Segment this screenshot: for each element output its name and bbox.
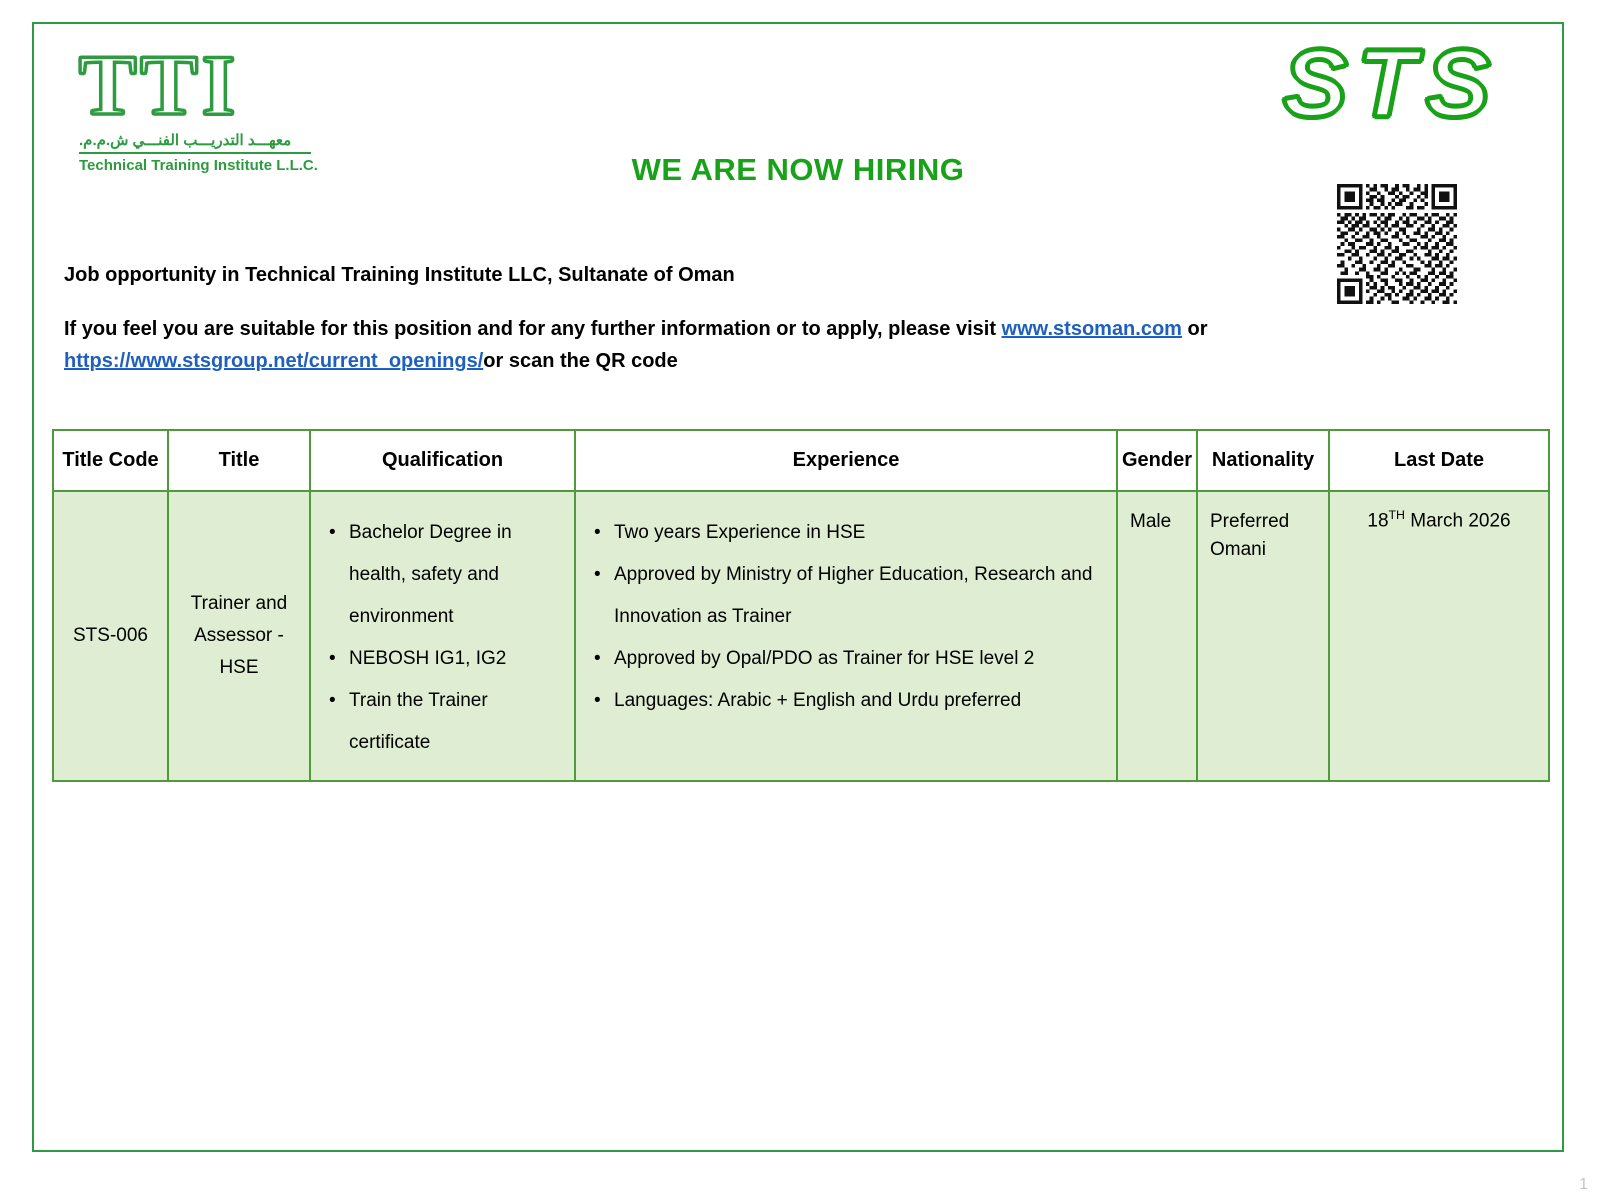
- stsoman-link[interactable]: www.stsoman.com: [1001, 318, 1182, 340]
- vacancy-table-wrapper: [52, 429, 1548, 782]
- tti-logo-letters: TTI: [79, 37, 240, 133]
- cell-gender: Male: [1117, 491, 1197, 781]
- apply-text-part3: or scan the QR code: [483, 350, 678, 372]
- document-header: [34, 24, 1562, 199]
- cell-title-code: STS-006: [53, 491, 168, 781]
- experience-list: [588, 512, 1104, 722]
- header-nationality: Nationality: [1197, 430, 1329, 491]
- header-title: Title: [168, 430, 310, 491]
- table-header-row: [53, 430, 1549, 491]
- list-item: • Languages: Arabic + English and Urdu preferred: [614, 680, 1104, 722]
- cell-qualification: [310, 491, 575, 781]
- last-date-suffix: TH: [1388, 508, 1405, 522]
- last-date-rest: March 2026: [1404, 510, 1511, 532]
- qualification-list: [323, 512, 562, 764]
- list-item: • Approved by Opal/PDO as Trainer for HSE level 2: [614, 638, 1104, 680]
- header-experience: Experience: [575, 430, 1117, 491]
- job-opportunity-text: Job opportunity in Technical Training Institute LLC, Sultanate of Oman: [64, 264, 735, 286]
- current-openings-link[interactable]: https://www.stsgroup.net/current_openings/: [64, 350, 484, 372]
- intro-section: [64, 264, 1532, 377]
- apply-text-part1: If you feel you are suitable for this position and for any further information or to apply, please visit: [64, 318, 1002, 340]
- list-item: • Bachelor Degree in health, safety and environment: [349, 512, 562, 638]
- list-item: • Train the Trainer certificate: [349, 680, 562, 764]
- header-qualification: Qualification: [310, 430, 575, 491]
- tti-logo-subtitle: Technical Training Institute L.L.C.: [79, 157, 318, 174]
- apply-text-part2: or: [1181, 318, 1208, 340]
- page-number: 1: [1579, 1176, 1588, 1193]
- sts-logo: STS: [1283, 30, 1500, 137]
- vacancy-table: [52, 429, 1550, 782]
- cell-experience: [575, 491, 1117, 781]
- header-gender: Gender: [1117, 430, 1197, 491]
- apply-instructions: [64, 313, 1532, 377]
- list-item: • NEBOSH IG1, IG2: [349, 638, 562, 680]
- cell-title: Trainer and Assessor - HSE: [168, 491, 310, 781]
- header-title-code: Title Code: [53, 430, 168, 491]
- header-last-date: Last Date: [1329, 430, 1549, 491]
- page-title: WE ARE NOW HIRING: [631, 152, 965, 187]
- cell-last-date: [1329, 491, 1549, 781]
- last-date-day: 18: [1367, 510, 1389, 532]
- table-row: [53, 491, 1549, 781]
- list-item: • Approved by Ministry of Higher Education, Research and Innovation as Trainer: [614, 554, 1104, 638]
- list-item: • Two years Experience in HSE: [614, 512, 1104, 554]
- tti-logo-arabic: معهـــد التدريـــب الفنـــي ش.م.م.: [79, 131, 311, 154]
- document-page: [32, 22, 1564, 1152]
- cell-nationality: Preferred Omani: [1197, 491, 1329, 781]
